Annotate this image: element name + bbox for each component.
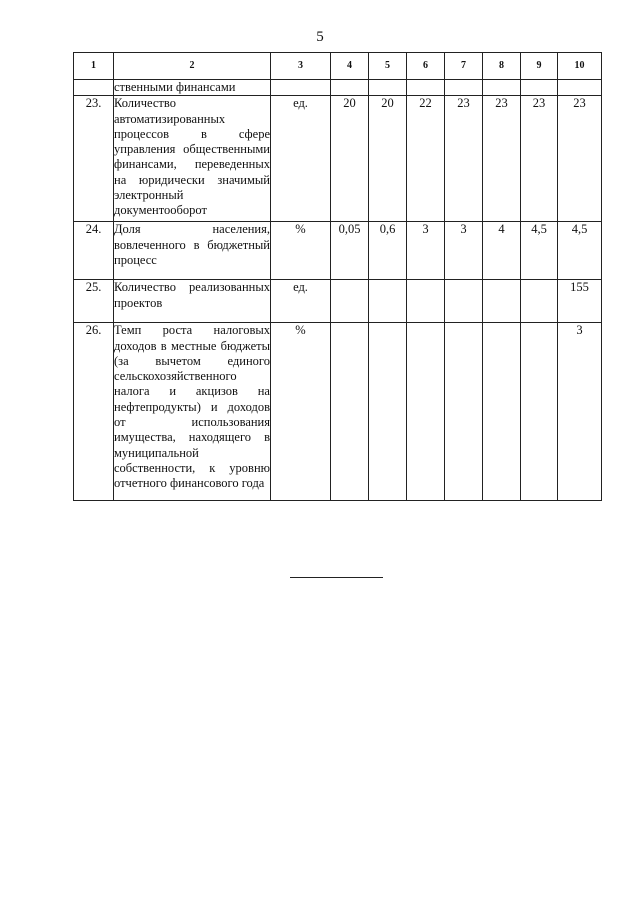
- value-cell: [483, 280, 521, 323]
- cell-empty: [74, 80, 114, 96]
- column-header: 5: [369, 53, 407, 80]
- value-cell: 23: [445, 96, 483, 222]
- value-cell: 4,5: [558, 222, 602, 280]
- table-row: [74, 323, 602, 501]
- unit-cell: %: [271, 323, 331, 501]
- value-cell: 20: [369, 96, 407, 222]
- value-cell: [407, 280, 445, 323]
- page-number: 5: [316, 29, 324, 45]
- value-cell: [445, 280, 483, 323]
- value-cell: 155: [558, 280, 602, 323]
- value-cell: 3: [558, 323, 602, 501]
- column-header: 2: [114, 53, 271, 80]
- value-cell: 4: [483, 222, 521, 280]
- indicator-name: Количество реализованных проектов: [114, 280, 271, 323]
- unit-cell: ед.: [271, 280, 331, 323]
- cell-empty: [483, 80, 521, 96]
- value-cell: 23: [521, 96, 558, 222]
- unit-cell: ед.: [271, 96, 331, 222]
- column-header: 3: [271, 53, 331, 80]
- row-number: 23.: [74, 96, 114, 222]
- continuation-row: [74, 80, 602, 96]
- indicator-name: Количество автоматизированных процессов в сфере управления общественными финансами, переведенных на юридически значимый электронный документооборот: [114, 96, 271, 222]
- row-number: 26.: [74, 323, 114, 501]
- table-row: [74, 222, 602, 280]
- indicator-name: Темп роста налоговых доходов в местные бюджеты (за вычетом единого сельскохозяйственного налога и акцизов на нефтепродукты) и доходов от использования имущества, находящего в муниципальной собственности, к уровню отчетного финансового года: [114, 323, 271, 501]
- indicator-name: Доля населения, вовлеченного в бюджетный процесс: [114, 222, 271, 280]
- column-header: 7: [445, 53, 483, 80]
- column-header: 10: [558, 53, 602, 80]
- value-cell: 23: [558, 96, 602, 222]
- cell-empty: [271, 80, 331, 96]
- value-cell: [407, 323, 445, 501]
- cell-empty: [445, 80, 483, 96]
- row-number: 25.: [74, 280, 114, 323]
- value-cell: 3: [407, 222, 445, 280]
- cell-empty: [407, 80, 445, 96]
- indicators-table: [73, 52, 602, 501]
- column-header: 6: [407, 53, 445, 80]
- column-header: 8: [483, 53, 521, 80]
- row-number: 24.: [74, 222, 114, 280]
- value-cell: [369, 280, 407, 323]
- value-cell: [331, 280, 369, 323]
- value-cell: 20: [331, 96, 369, 222]
- value-cell: [521, 280, 558, 323]
- value-cell: 4,5: [521, 222, 558, 280]
- continuation-text: ственными финансами: [114, 80, 271, 96]
- cell-empty: [558, 80, 602, 96]
- value-cell: 0,6: [369, 222, 407, 280]
- column-header: 4: [331, 53, 369, 80]
- cell-empty: [331, 80, 369, 96]
- value-cell: [483, 323, 521, 501]
- unit-cell: %: [271, 222, 331, 280]
- value-cell: 23: [483, 96, 521, 222]
- value-cell: 3: [445, 222, 483, 280]
- column-header: 9: [521, 53, 558, 80]
- value-cell: 22: [407, 96, 445, 222]
- value-cell: [521, 323, 558, 501]
- value-cell: [369, 323, 407, 501]
- cell-empty: [369, 80, 407, 96]
- value-cell: [445, 323, 483, 501]
- end-divider: [290, 577, 383, 578]
- table-row: [74, 280, 602, 323]
- table-row: [74, 96, 602, 222]
- cell-empty: [521, 80, 558, 96]
- value-cell: 0,05: [331, 222, 369, 280]
- value-cell: [331, 323, 369, 501]
- header-row: [74, 53, 602, 80]
- column-header: 1: [74, 53, 114, 80]
